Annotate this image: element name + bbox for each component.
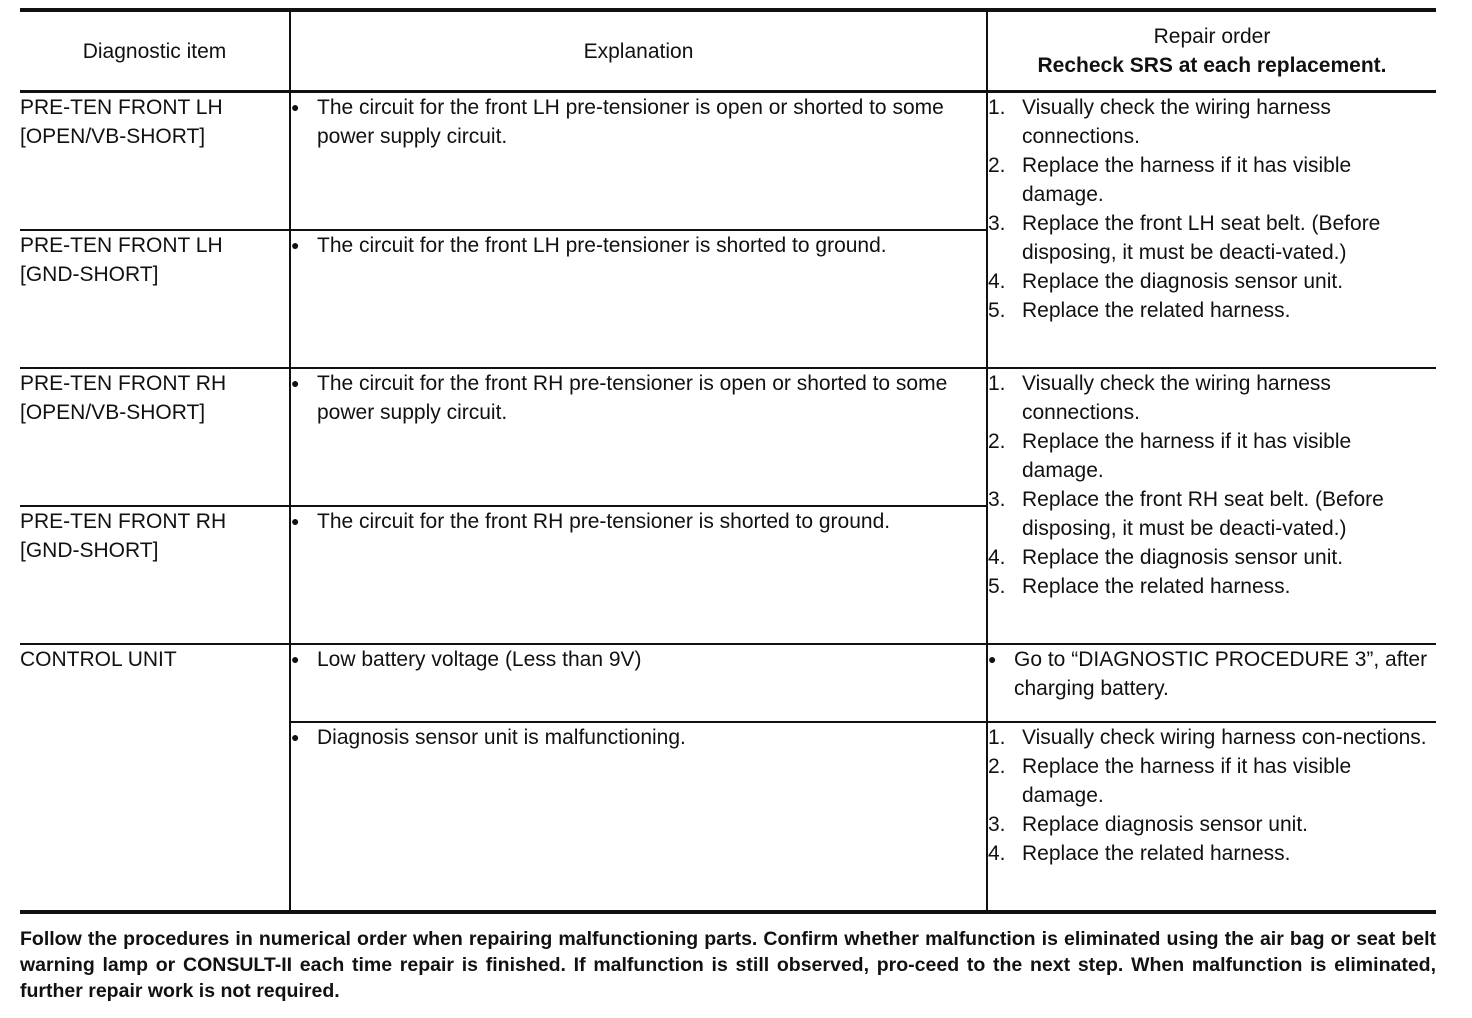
- repair-step: 3. Replace the front RH seat belt. (Before disposing, it must be deacti-vated.): [988, 487, 1384, 540]
- repair-step: 4. Replace the diagnosis sensor unit.: [988, 545, 1344, 569]
- bullet-icon: ●: [291, 236, 300, 253]
- explanation-text: Diagnosis sensor unit is malfunctioning.: [317, 725, 686, 749]
- explanation-cell: [290, 644, 987, 722]
- repair-steps-control-unit: [988, 723, 1436, 868]
- repair-step: 4. Replace the diagnosis sensor unit.: [988, 270, 1344, 293]
- diagnostic-item-cell: [20, 506, 290, 644]
- diagnostic-item-cell: [20, 644, 290, 912]
- repair-steps-rh: [988, 369, 1436, 601]
- repair-order-cell: [987, 368, 1436, 644]
- diagnostic-item-name: PRE-TEN FRONT RH: [20, 509, 227, 533]
- bullet-icon: ●: [291, 728, 300, 745]
- repair-step: 1. Visually check the wiring harness connections.: [988, 371, 1331, 424]
- diagnostic-item-code: [OPEN/VB-SHORT]: [20, 125, 206, 148]
- repair-step: 1. Visually check wiring harness con-nections.: [988, 725, 1427, 749]
- table-header-row: [20, 10, 1436, 92]
- repair-step: 5. Replace the related harness.: [988, 299, 1291, 322]
- explanation-cell: [290, 230, 987, 368]
- diagnostic-item-code: [OPEN/VB-SHORT]: [20, 400, 206, 424]
- explanation-text: Low battery voltage (Less than 9V): [317, 647, 642, 671]
- table-row: [20, 92, 1436, 230]
- diagnostic-item-code: [GND-SHORT]: [20, 538, 159, 562]
- header-diagnostic-item: Diagnostic item: [20, 10, 290, 92]
- diagnostic-table: [20, 8, 1436, 914]
- explanation-cell: [290, 722, 987, 912]
- repair-order-cell: [987, 92, 1436, 368]
- table-row: [20, 368, 1436, 506]
- table-row: [20, 644, 1436, 722]
- bullet-icon: ●: [291, 650, 300, 667]
- header-repair-order-title: Repair order: [1153, 25, 1271, 48]
- bullet-icon: ●: [291, 512, 300, 529]
- explanation-text: The circuit for the front RH pre-tensioner is shorted to ground.: [317, 509, 891, 533]
- diagnostic-item-cell: [20, 92, 290, 230]
- repair-steps-lh: [988, 93, 1436, 325]
- repair-step: 2. Replace the harness if it has visible damage.: [988, 429, 1352, 482]
- diagnostic-item-name: PRE-TEN FRONT LH: [20, 96, 223, 119]
- bullet-icon: ●: [291, 374, 300, 391]
- explanation-text: The circuit for the front LH pre-tensioner is shorted to ground.: [317, 233, 887, 257]
- header-explanation: Explanation: [290, 10, 987, 92]
- explanation-text: The circuit for the front LH pre-tensioner is open or shorted to some power supply circuit.: [317, 96, 944, 148]
- diagnostic-item-name: PRE-TEN FRONT RH: [20, 371, 227, 395]
- repair-step: 1. Visually check the wiring harness connections.: [988, 96, 1331, 148]
- explanation-text: The circuit for the front RH pre-tensioner is open or shorted to some power supply circuit.: [317, 371, 948, 424]
- explanation-cell: [290, 92, 987, 230]
- explanation-cell: [290, 368, 987, 506]
- footer-note: Follow the procedures in numerical order when repairing malfunctioning parts. Confirm whether malfunction is eliminated using the air bag or seat belt warning lamp or CONSULT-II each time repair is finished. If malfunction is still observed, pro-ceed to the next step. When malfunction is eliminated, further repair work is not required.: [20, 927, 1436, 1002]
- repair-step: 2. Replace the harness if it has visible damage.: [988, 154, 1352, 206]
- explanation-cell: [290, 506, 987, 644]
- diagnostic-item-cell: [20, 368, 290, 506]
- repair-step: 3. Replace diagnosis sensor unit.: [988, 812, 1309, 836]
- repair-order-cell: [987, 722, 1436, 912]
- diagnostic-item-code: [GND-SHORT]: [20, 262, 159, 286]
- document-page: [20, 8, 1436, 1004]
- repair-step: 4. Replace the related harness.: [988, 841, 1291, 865]
- diagnostic-item-name: CONTROL UNIT: [20, 647, 177, 671]
- diagnostic-item-cell: [20, 230, 290, 368]
- repair-step: 3. Replace the front LH seat belt. (Before disposing, it must be deacti-vated.): [988, 212, 1381, 264]
- repair-order-cell: [987, 644, 1436, 722]
- bullet-icon: ●: [291, 99, 300, 115]
- header-repair-order: [987, 10, 1436, 92]
- header-repair-order-note: Recheck SRS at each replacement.: [1037, 54, 1387, 77]
- repair-battery-text: Go to “DIAGNOSTIC PROCEDURE 3”, after charging battery.: [1014, 647, 1428, 700]
- repair-step: 5. Replace the related harness.: [988, 574, 1291, 598]
- repair-step: 2. Replace the harness if it has visible damage.: [988, 754, 1352, 807]
- diagnostic-item-name: PRE-TEN FRONT LH: [20, 233, 223, 257]
- bullet-icon: ●: [988, 650, 997, 667]
